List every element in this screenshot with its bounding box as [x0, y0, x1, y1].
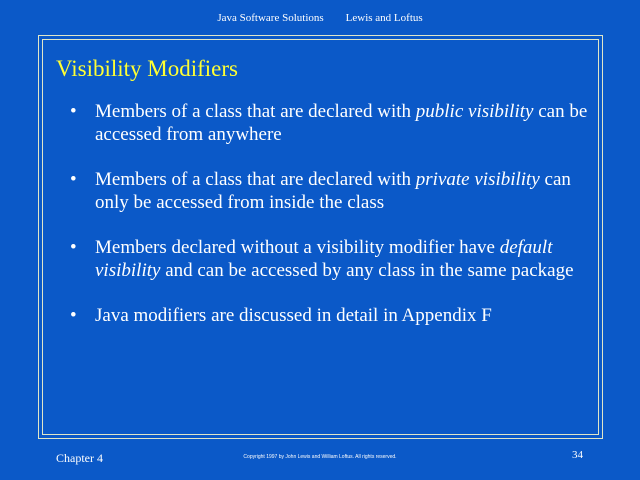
- authors: Lewis and Loftus: [345, 12, 423, 24]
- bullet-list: [70, 100, 590, 349]
- bullet-icon: •: [70, 169, 77, 190]
- slide-title: Visibility Modifiers: [56, 56, 238, 81]
- bullet-item: [70, 168, 590, 214]
- footer-chapter: Chapter 4: [56, 451, 103, 465]
- bullet-emphasis: default visibility: [95, 237, 553, 281]
- bullet-item: [70, 100, 590, 146]
- footer-page-number: 34: [572, 449, 583, 461]
- bullet-text-end: and can be accessed by any class in the same package: [160, 260, 574, 281]
- bullet-emphasis: public visibility: [415, 101, 534, 122]
- bullet-text: Members of a class that are declared with: [95, 101, 416, 122]
- slide-header: [0, 12, 640, 24]
- bullet-item: [70, 304, 590, 327]
- bullet-icon: •: [70, 237, 77, 258]
- bullet-text: Members declared without a visibility modifier have: [95, 237, 500, 258]
- bullet-icon: •: [70, 101, 77, 122]
- course-title: Java Software Solutions: [217, 12, 324, 24]
- bullet-text-end: can be accessed from anywhere: [95, 101, 588, 145]
- bullet-text: Members of a class that are declared with: [95, 169, 416, 190]
- bullet-emphasis: private visibility: [415, 169, 540, 190]
- bullet-icon: •: [70, 305, 77, 326]
- bullet-text-end: can only be accessed from inside the class: [95, 169, 571, 213]
- footer-copyright: Copyright 1997 by John Lewis and William Loftus. All rights reserved.: [243, 454, 397, 460]
- bullet-text: Java modifiers are discussed in detail in Appendix F: [95, 305, 492, 326]
- bullet-item: [70, 236, 590, 282]
